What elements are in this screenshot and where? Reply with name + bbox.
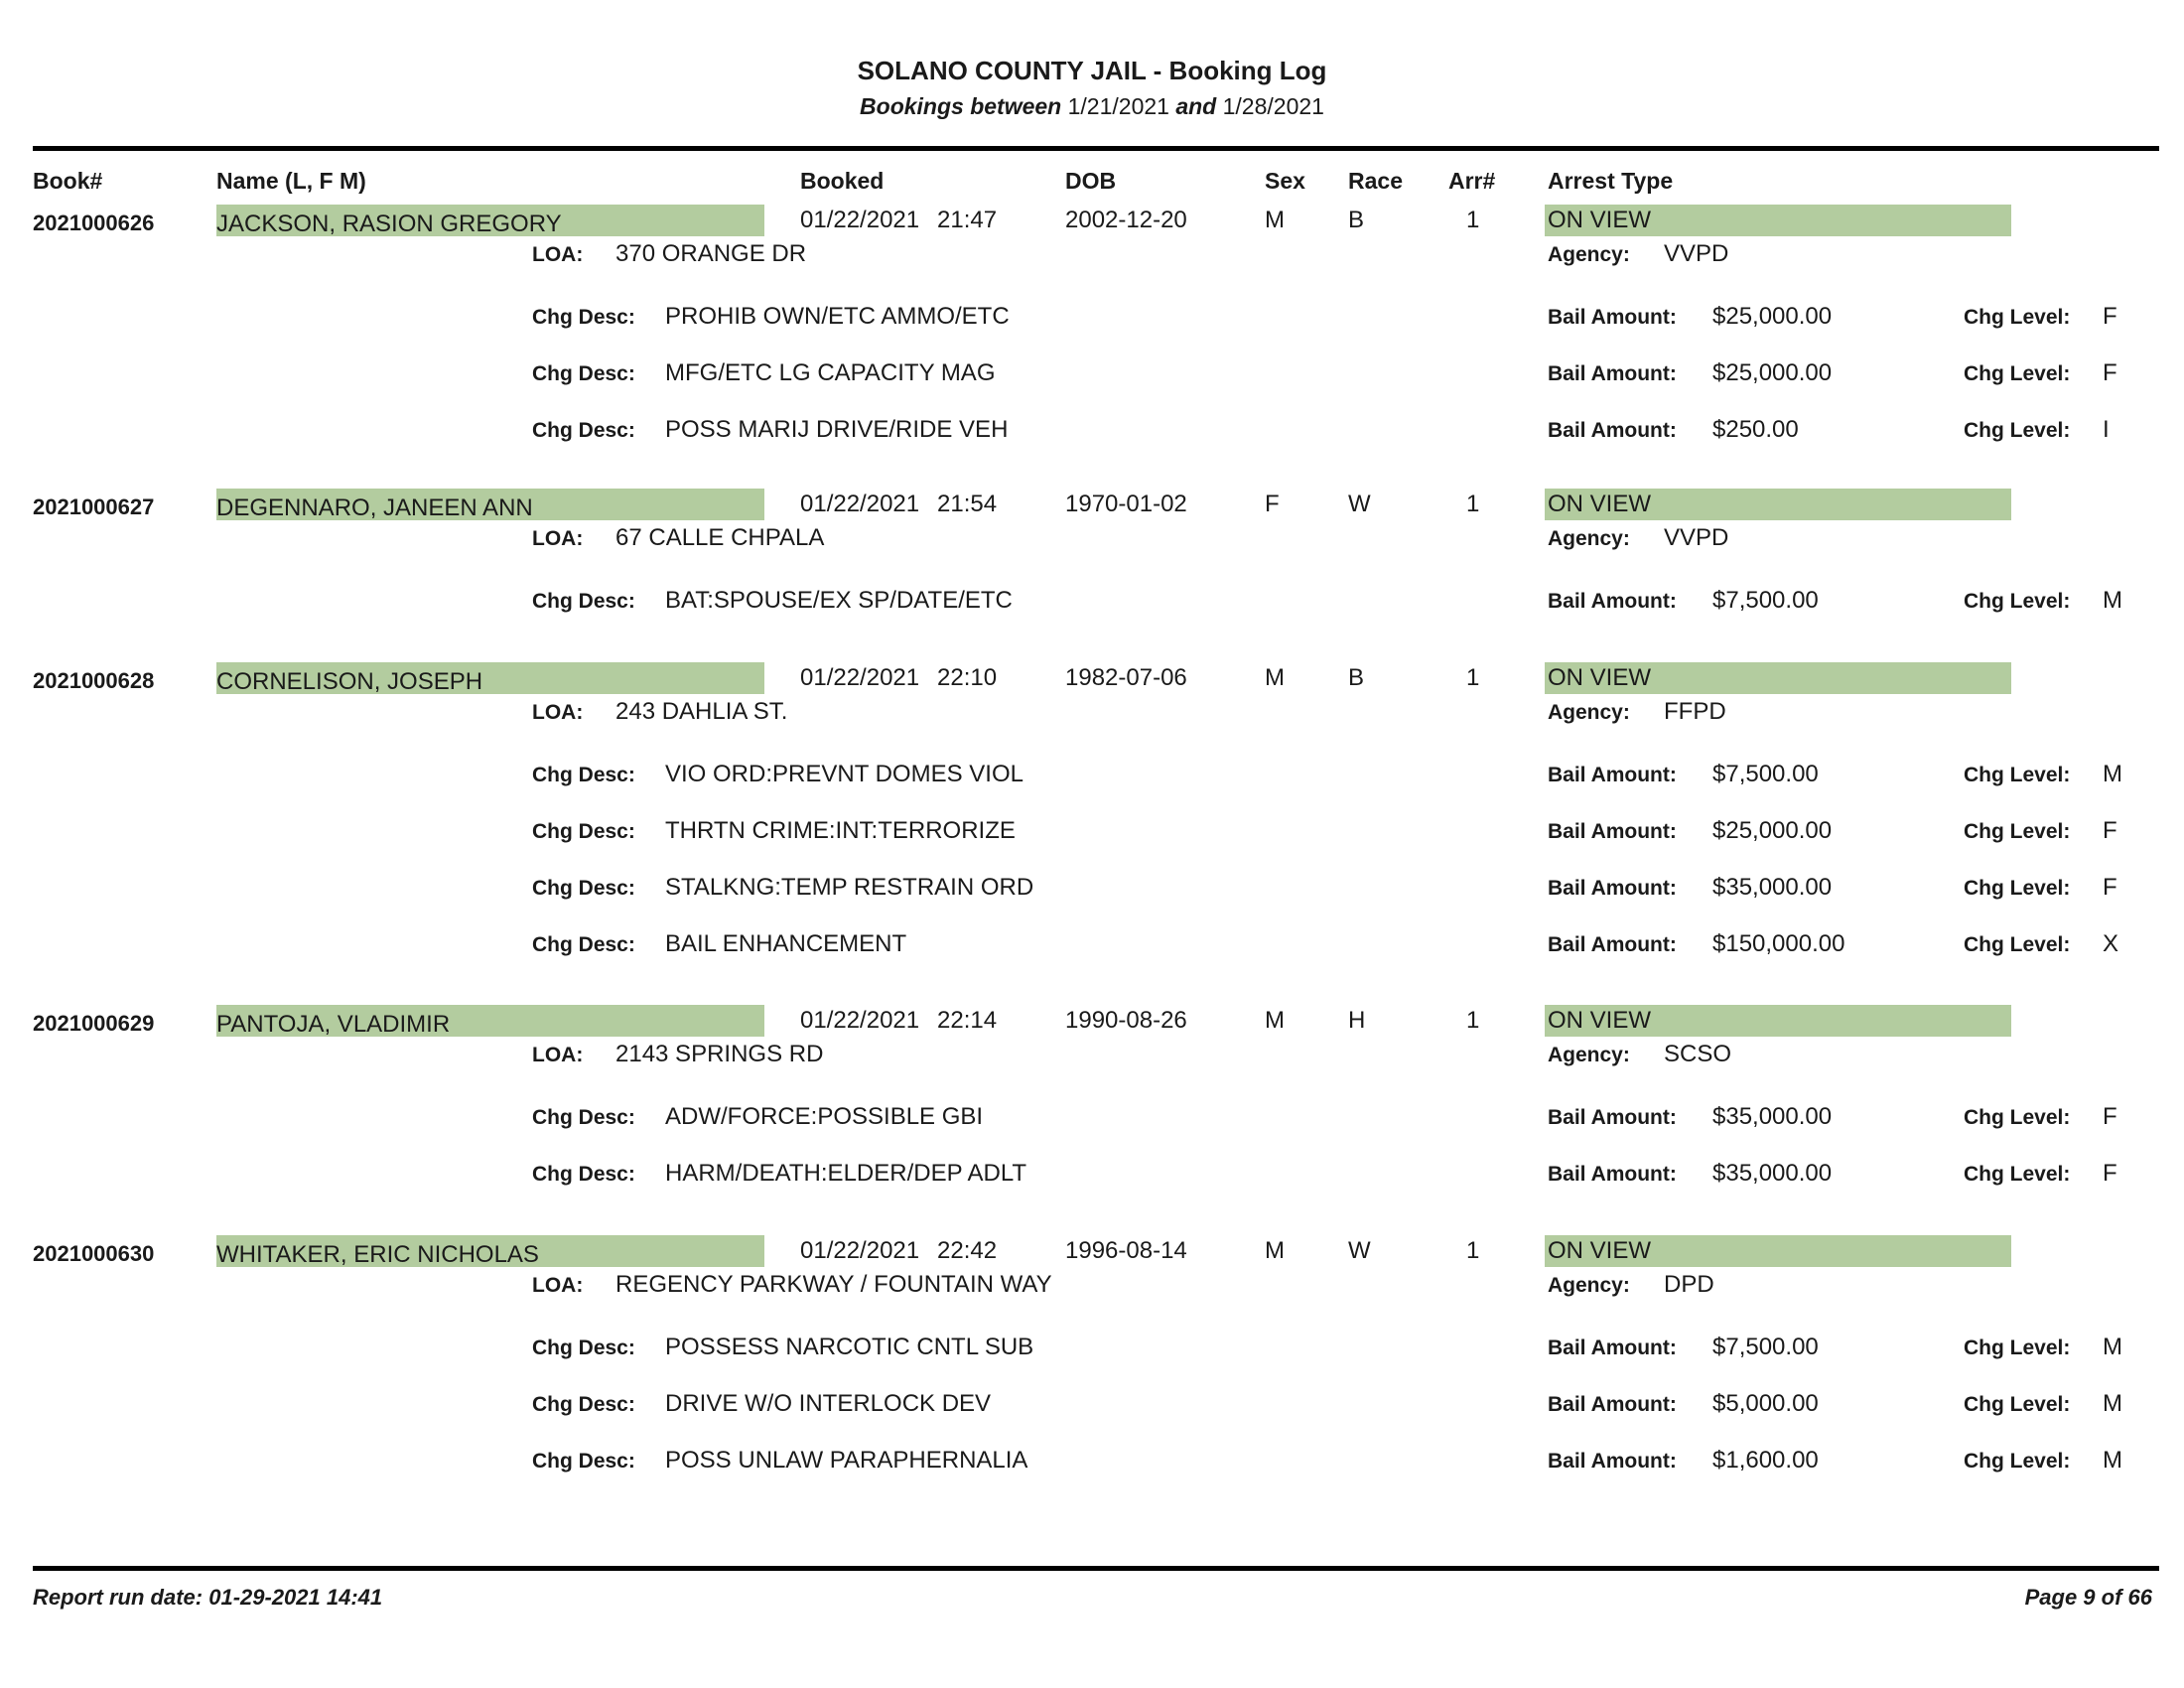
bail-amount-label: Bail Amount: — [1548, 1163, 1677, 1186]
bail-amount: $35,000.00 — [1712, 1160, 1833, 1187]
loa-label: LOA: — [532, 243, 584, 266]
bail-amount: $25,000.00 — [1712, 817, 1833, 844]
sex: M — [1265, 207, 1285, 233]
arrest-number: 1 — [1466, 207, 1480, 233]
bail-amount: $25,000.00 — [1712, 303, 1833, 330]
booked-date: 01/22/2021 — [800, 207, 920, 233]
arrest-type: ON VIEW — [1548, 1237, 1652, 1264]
inmate-name: CORNELISON, JOSEPH — [216, 668, 483, 695]
dob: 2002-12-20 — [1065, 207, 1187, 233]
sex: M — [1265, 1007, 1285, 1034]
loa-value: 243 DAHLIA ST. — [615, 698, 788, 725]
column-header-dob: DOB — [1065, 168, 1117, 194]
agency-label: Agency: — [1548, 1274, 1630, 1297]
charge-level-label: Chg Level: — [1964, 877, 2071, 900]
booking-record — [0, 491, 2184, 614]
loa-label: LOA: — [532, 1274, 584, 1297]
arrest-number: 1 — [1466, 491, 1480, 517]
charge-description: PROHIB OWN/ETC AMMO/ETC — [665, 303, 1010, 330]
charge-level-label: Chg Level: — [1964, 1106, 2071, 1129]
bail-amount: $7,500.00 — [1712, 587, 1819, 614]
bail-amount-label: Bail Amount: — [1548, 590, 1677, 613]
booked-date: 01/22/2021 — [800, 1007, 920, 1034]
charge-level: F — [2103, 1160, 2117, 1187]
agency-label: Agency: — [1548, 1044, 1630, 1066]
agency-value: VVPD — [1664, 524, 1729, 551]
booked-time: 22:42 — [937, 1237, 998, 1264]
booked-time: 22:14 — [937, 1007, 998, 1034]
charge-description: ADW/FORCE:POSSIBLE GBI — [665, 1103, 984, 1130]
charge-level: M — [2103, 761, 2122, 787]
subtitle-label: Bookings between — [860, 93, 1062, 119]
charge-description: HARM/DEATH:ELDER/DEP ADLT — [665, 1160, 1027, 1187]
charge-description: MFG/ETC LG CAPACITY MAG — [665, 359, 996, 386]
column-header-arrest-type: Arrest Type — [1548, 168, 1674, 194]
charge-desc-label: Chg Desc: — [532, 1393, 635, 1416]
charge-desc-label: Chg Desc: — [532, 877, 635, 900]
charge-level: F — [2103, 1103, 2117, 1130]
booked-date: 01/22/2021 — [800, 1237, 920, 1264]
column-header-booked: Booked — [800, 168, 885, 194]
agency-value: FFPD — [1664, 698, 1726, 725]
inmate-name: WHITAKER, ERIC NICHOLAS — [216, 1241, 539, 1268]
charge-description: THRTN CRIME:INT:TERRORIZE — [665, 817, 1016, 844]
charge-level: F — [2103, 303, 2117, 330]
race: B — [1348, 207, 1365, 233]
bail-amount: $35,000.00 — [1712, 1103, 1833, 1130]
sex: M — [1265, 664, 1285, 691]
charge-level: F — [2103, 359, 2117, 386]
bail-amount-label: Bail Amount: — [1548, 877, 1677, 900]
loa-value: REGENCY PARKWAY / FOUNTAIN WAY — [615, 1271, 1052, 1298]
bail-amount-label: Bail Amount: — [1548, 933, 1677, 956]
report-title: SOLANO COUNTY JAIL - Booking Log — [857, 56, 1327, 85]
charge-level: M — [2103, 587, 2122, 614]
bail-amount: $25,000.00 — [1712, 359, 1833, 386]
charge-desc-label: Chg Desc: — [532, 590, 635, 613]
charge-level: F — [2103, 874, 2117, 901]
bail-amount: $7,500.00 — [1712, 761, 1819, 787]
race: B — [1348, 664, 1365, 691]
race: W — [1348, 491, 1371, 517]
booking-record — [0, 1007, 2184, 1187]
loa-value: 370 ORANGE DR — [615, 240, 807, 267]
charge-level-label: Chg Level: — [1964, 1336, 2071, 1359]
agency-value: VVPD — [1664, 240, 1729, 267]
arrest-type: ON VIEW — [1548, 207, 1652, 233]
bail-amount-label: Bail Amount: — [1548, 362, 1677, 385]
inmate-name: DEGENNARO, JANEEN ANN — [216, 494, 533, 521]
charge-description: POSSESS NARCOTIC CNTL SUB — [665, 1334, 1034, 1360]
loa-label: LOA: — [532, 1044, 584, 1066]
page-number: Page 9 of 66 — [2024, 1585, 2152, 1610]
arrest-type: ON VIEW — [1548, 491, 1652, 517]
charge-level-label: Chg Level: — [1964, 820, 2071, 843]
charge-level-label: Chg Level: — [1964, 1393, 2071, 1416]
booked-date: 01/22/2021 — [800, 664, 920, 691]
charge-level-label: Chg Level: — [1964, 1450, 2071, 1473]
charge-desc-label: Chg Desc: — [532, 1336, 635, 1359]
charge-description: DRIVE W/O INTERLOCK DEV — [665, 1390, 992, 1417]
book-number: 2021000630 — [33, 1241, 155, 1266]
report-subtitle — [0, 93, 2184, 120]
bail-amount-label: Bail Amount: — [1548, 820, 1677, 843]
bail-amount-label: Bail Amount: — [1548, 764, 1677, 786]
charge-level-label: Chg Level: — [1964, 362, 2071, 385]
charge-desc-label: Chg Desc: — [532, 362, 635, 385]
booked-time: 21:54 — [937, 491, 998, 517]
agency-label: Agency: — [1548, 243, 1630, 266]
charge-level-label: Chg Level: — [1964, 419, 2071, 442]
bail-amount-label: Bail Amount: — [1548, 1450, 1677, 1473]
charge-desc-label: Chg Desc: — [532, 419, 635, 442]
charge-desc-label: Chg Desc: — [532, 933, 635, 956]
charge-level-label: Chg Level: — [1964, 1163, 2071, 1186]
book-number: 2021000626 — [33, 211, 155, 235]
report-run-date: Report run date: 01-29-2021 14:41 — [33, 1585, 383, 1610]
bail-amount: $1,600.00 — [1712, 1447, 1819, 1474]
header-rule — [33, 146, 2159, 151]
date-to: 1/28/2021 — [1222, 93, 1324, 119]
race: W — [1348, 1237, 1371, 1264]
charge-description: POSS UNLAW PARAPHERNALIA — [665, 1447, 1028, 1474]
booking-record — [0, 1237, 2184, 1474]
charge-level-label: Chg Level: — [1964, 764, 2071, 786]
booked-date: 01/22/2021 — [800, 491, 920, 517]
agency-label: Agency: — [1548, 527, 1630, 550]
column-header-race: Race — [1348, 168, 1403, 194]
charge-desc-label: Chg Desc: — [532, 1450, 635, 1473]
subtitle-and: and — [1175, 93, 1217, 119]
agency-value: DPD — [1664, 1271, 1714, 1298]
charge-level: F — [2103, 817, 2117, 844]
arrest-type: ON VIEW — [1548, 1007, 1652, 1034]
charge-description: BAT:SPOUSE/EX SP/DATE/ETC — [665, 587, 1013, 614]
arrest-type: ON VIEW — [1548, 664, 1652, 691]
loa-label: LOA: — [532, 701, 584, 724]
arrest-number: 1 — [1466, 1007, 1480, 1034]
book-number: 2021000627 — [33, 494, 155, 519]
bail-amount-label: Bail Amount: — [1548, 1106, 1677, 1129]
date-from: 1/21/2021 — [1067, 93, 1169, 119]
booking-record — [0, 207, 2184, 443]
bail-amount: $150,000.00 — [1712, 930, 1845, 957]
charge-desc-label: Chg Desc: — [532, 1163, 635, 1186]
agency-label: Agency: — [1548, 701, 1630, 724]
bail-amount-label: Bail Amount: — [1548, 306, 1677, 329]
arrest-number: 1 — [1466, 664, 1480, 691]
charge-level: X — [2103, 930, 2119, 957]
column-header-sex: Sex — [1265, 168, 1305, 194]
dob: 1996-08-14 — [1065, 1237, 1187, 1264]
dob: 1970-01-02 — [1065, 491, 1187, 517]
column-header-arr: Arr# — [1448, 168, 1496, 194]
loa-value: 2143 SPRINGS RD — [615, 1041, 824, 1067]
arrest-number: 1 — [1466, 1237, 1480, 1264]
charge-desc-label: Chg Desc: — [532, 1106, 635, 1129]
agency-value: SCSO — [1664, 1041, 1732, 1067]
booked-time: 22:10 — [937, 664, 998, 691]
charge-desc-label: Chg Desc: — [532, 764, 635, 786]
loa-value: 67 CALLE CHPALA — [615, 524, 825, 551]
inmate-name: PANTOJA, VLADIMIR — [216, 1011, 451, 1038]
loa-label: LOA: — [532, 527, 584, 550]
dob: 1990-08-26 — [1065, 1007, 1187, 1034]
charge-level: M — [2103, 1334, 2122, 1360]
charge-description: STALKNG:TEMP RESTRAIN ORD — [665, 874, 1034, 901]
charge-desc-label: Chg Desc: — [532, 306, 635, 329]
sex: M — [1265, 1237, 1285, 1264]
charge-level-label: Chg Level: — [1964, 306, 2071, 329]
bail-amount-label: Bail Amount: — [1548, 1336, 1677, 1359]
charge-level: M — [2103, 1390, 2122, 1417]
race: H — [1348, 1007, 1366, 1034]
charge-description: POSS MARIJ DRIVE/RIDE VEH — [665, 416, 1009, 443]
sex: F — [1265, 491, 1280, 517]
charge-level-label: Chg Level: — [1964, 590, 2071, 613]
book-number: 2021000629 — [33, 1011, 155, 1036]
inmate-name: JACKSON, RASION GREGORY — [216, 211, 562, 237]
column-header-book: Book# — [33, 168, 103, 194]
booked-time: 21:47 — [937, 207, 998, 233]
booking-record — [0, 664, 2184, 957]
column-header-name: Name (L, F M) — [216, 168, 366, 194]
charge-description: BAIL ENHANCEMENT — [665, 930, 907, 957]
book-number: 2021000628 — [33, 668, 155, 693]
charge-description: VIO ORD:PREVNT DOMES VIOL — [665, 761, 1024, 787]
dob: 1982-07-06 — [1065, 664, 1187, 691]
charge-level: I — [2103, 416, 2110, 443]
bail-amount: $250.00 — [1712, 416, 1799, 443]
charge-level-label: Chg Level: — [1964, 933, 2071, 956]
bail-amount: $35,000.00 — [1712, 874, 1833, 901]
bail-amount: $5,000.00 — [1712, 1390, 1819, 1417]
bail-amount-label: Bail Amount: — [1548, 1393, 1677, 1416]
charge-level: M — [2103, 1447, 2122, 1474]
bail-amount: $7,500.00 — [1712, 1334, 1819, 1360]
charge-desc-label: Chg Desc: — [532, 820, 635, 843]
bail-amount-label: Bail Amount: — [1548, 419, 1677, 442]
footer-rule — [33, 1566, 2159, 1571]
